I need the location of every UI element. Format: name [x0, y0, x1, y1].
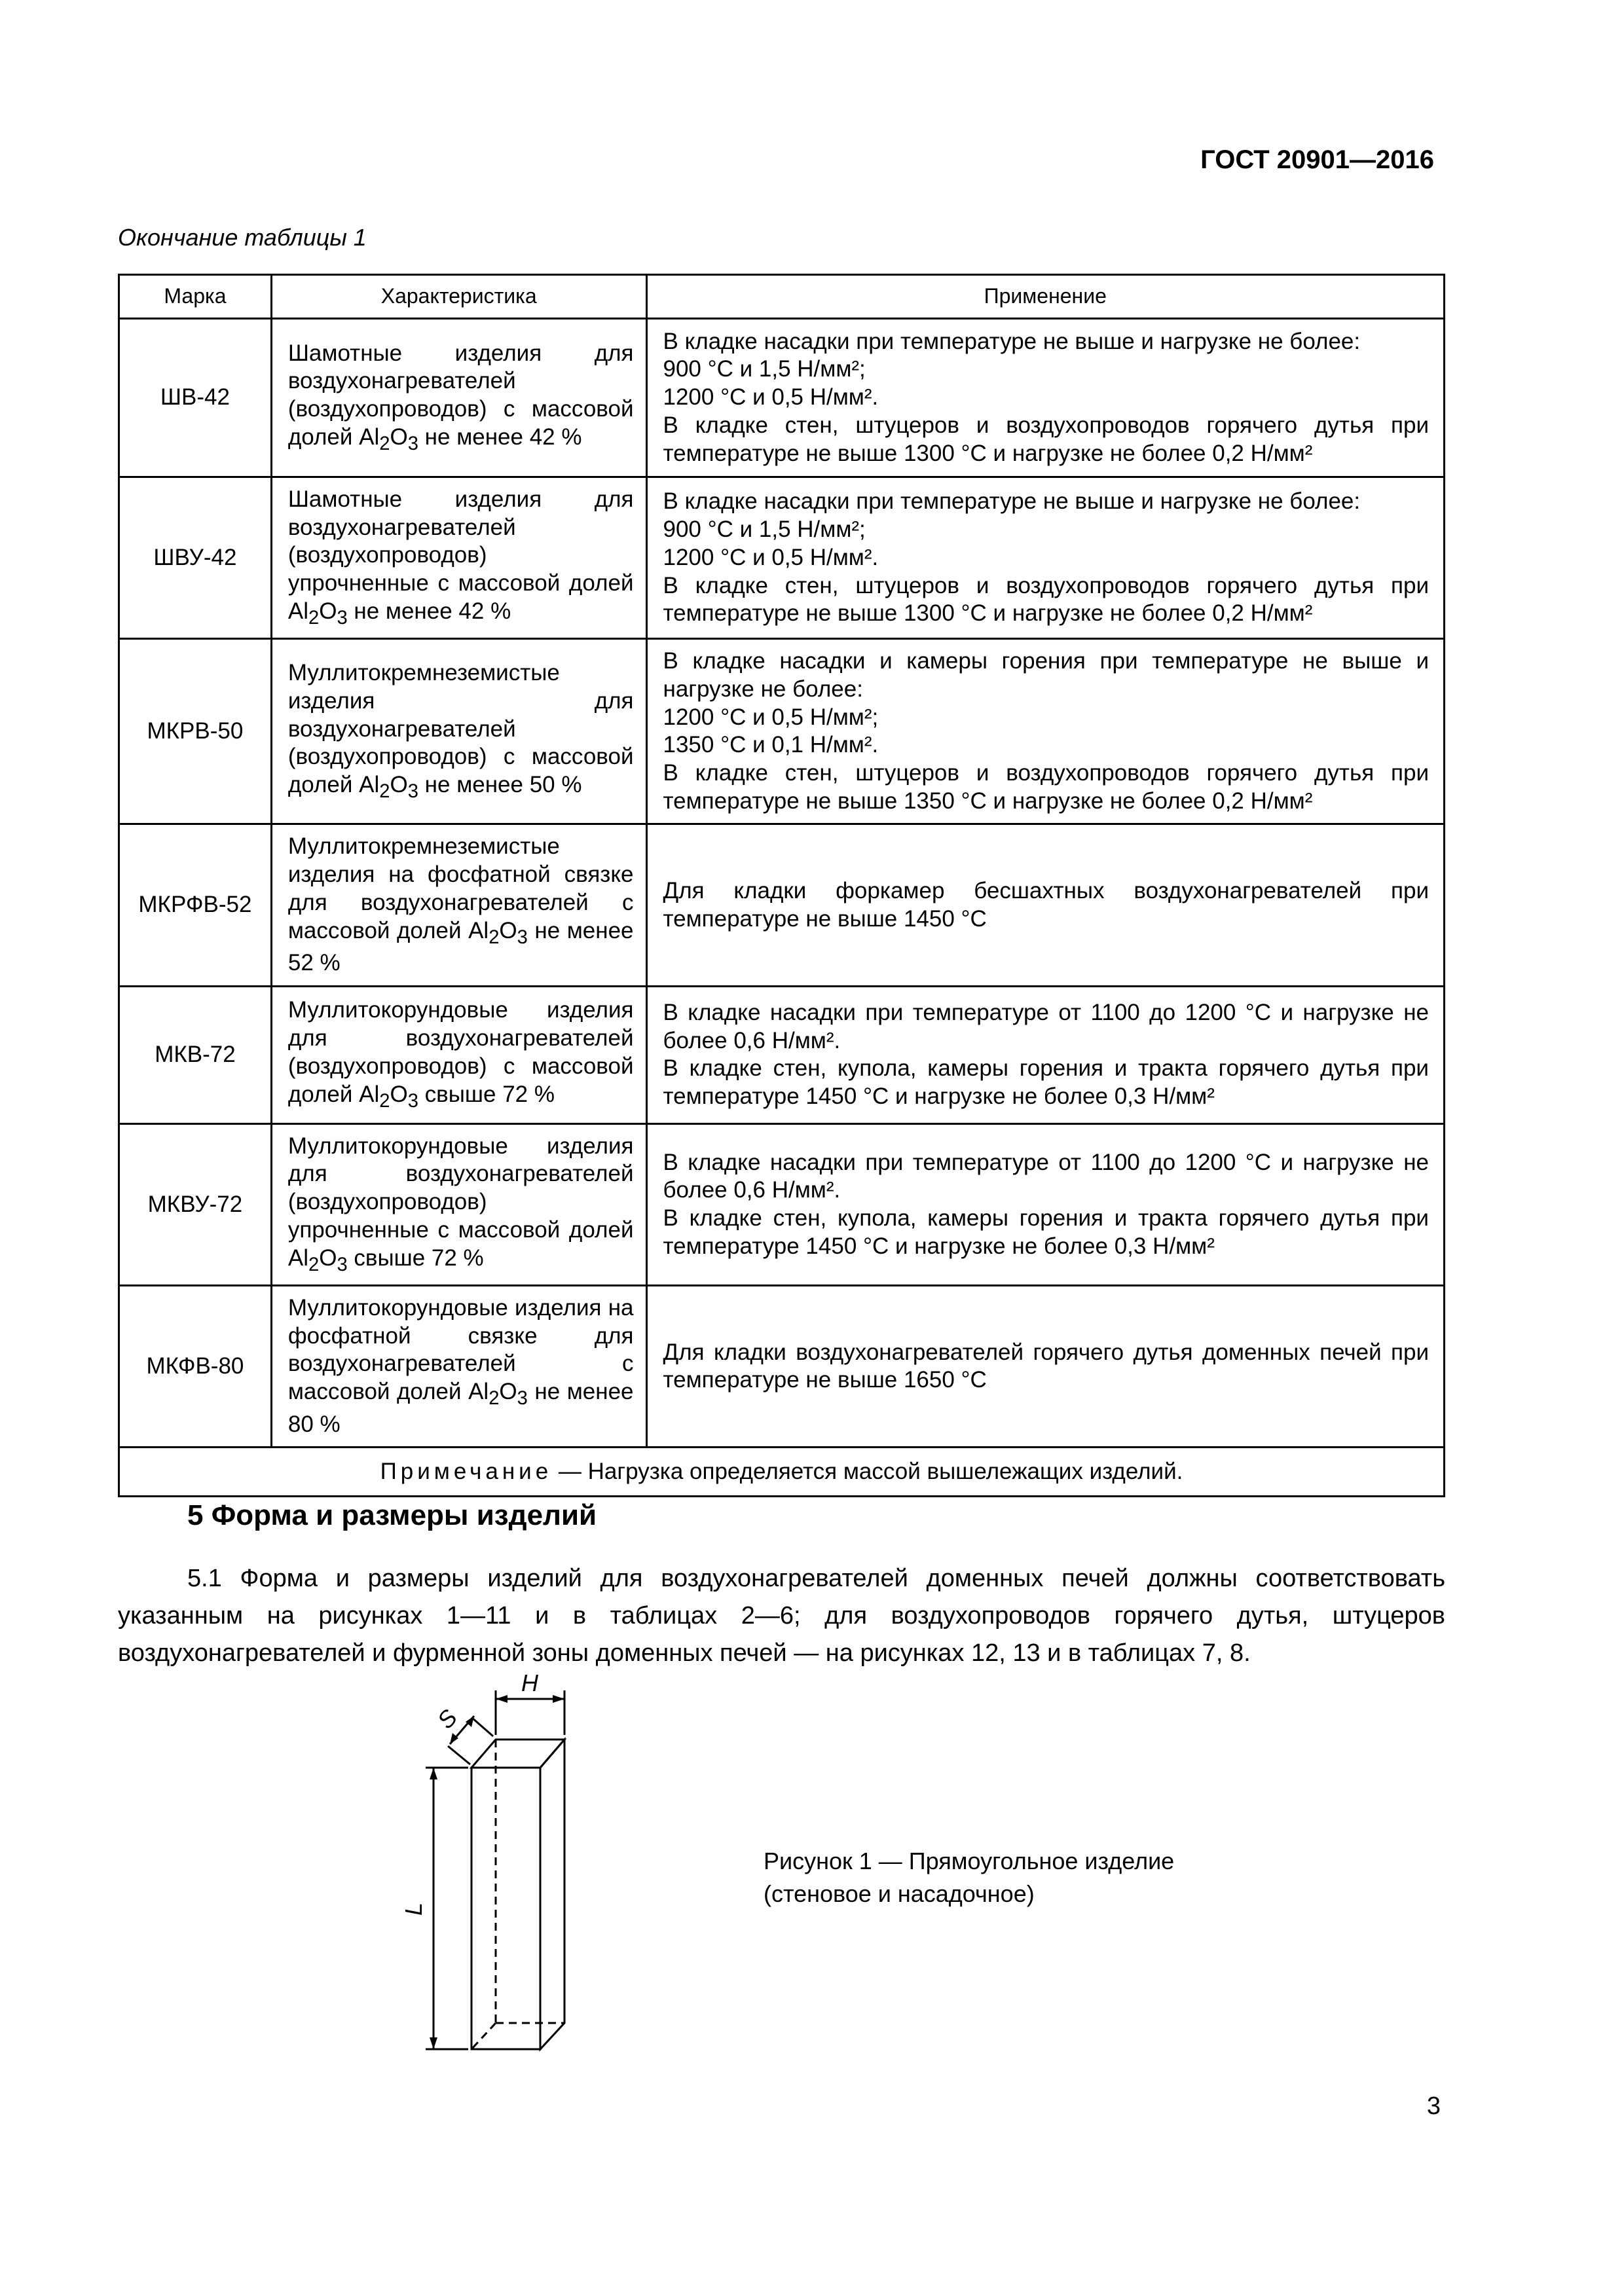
table-row: [119, 477, 1445, 639]
cell-characteristic: [271, 1123, 646, 1285]
table-row: [119, 1123, 1445, 1285]
application-line: В кладке стен, штуцеров и воздухопроводов горячего дутья при температуре не выше 1300 °С и нагрузке не более 0,2 Н/мм²: [663, 572, 1429, 627]
table-row: [119, 319, 1445, 477]
characteristic-text: Муллитокорундовые изделия для воздухонагревателей (воздухопроводов) упрочненные с массовой долей: [287, 1133, 634, 1243]
cell-characteristic: [271, 477, 646, 639]
characteristic-tail: не менее 52 %: [287, 917, 634, 976]
characteristic-text: Муллитокорундовые изделия на фосфатной связке для воздухонагревателей с массовой долей: [287, 1295, 634, 1405]
arrow-h-right: [553, 1695, 564, 1703]
cell-mark: ШВУ-42: [119, 477, 272, 639]
formula-o: O: [499, 1379, 517, 1405]
cell-mark: МКРФВ-52: [119, 824, 272, 986]
table-row: [119, 824, 1445, 986]
dimension-l-label: L: [400, 1902, 427, 1916]
formula-sub-2: 2: [379, 433, 390, 454]
formula-sub-3: 3: [517, 1388, 528, 1410]
formula-o: O: [319, 598, 337, 624]
formula-sub-2: 2: [308, 607, 320, 629]
cell-characteristic: [271, 986, 646, 1123]
application-line: В кладке насадки при температуре не выше и нагрузке не более:: [663, 488, 1361, 515]
application-line: 900 °С и 1,5 Н/мм²;: [663, 517, 866, 543]
application-line: В кладке стен, штуцеров и воздухопроводов горячего дутья при температуре не выше 1350 °С и нагрузке не более 0,2 Н/мм²: [663, 760, 1429, 814]
application-line: Для кладки форкамер бесшахтных воздухонагревателей при температуре не выше 1450 °С: [663, 877, 1429, 932]
cell-mark: МКВУ-72: [119, 1123, 272, 1285]
properties-table: [118, 274, 1445, 1497]
table-row: [119, 639, 1445, 824]
cell-application: [646, 477, 1445, 639]
cell-mark: ШВ-42: [119, 319, 272, 477]
section-paragraph: 5.1 Форма и размеры изделий для воздухонагревателей доменных печей должны соответствовать указанным на рисунках 1—11 и в таблицах 2—6; для воздухопроводов горячего дутья, штуцеров воздухонагревателей и фурменной зоны доменных печей — на рисунках 12, 13 и в таблицах 7, 8.: [118, 1565, 1445, 1667]
formula-al: Al: [468, 1379, 489, 1405]
application-line: Для кладки воздухонагревателей горячего дутья доменных печей при температуре не выше 1650 °С: [663, 1339, 1429, 1393]
characteristic-text: Муллитокремнеземистые изделия для воздухонагревателей (воздухопроводов) с массовой долей: [287, 660, 634, 797]
formula-sub-2: 2: [379, 780, 390, 802]
figure-caption-line-1: Рисунок 1 — Прямоугольное изделие: [764, 1848, 1175, 1874]
cell-application: [646, 319, 1445, 477]
table-row: [119, 986, 1445, 1123]
formula-sub-2: 2: [308, 1254, 320, 1275]
cell-characteristic: [271, 319, 646, 477]
cell-application: [646, 1286, 1445, 1448]
brick-side-face: [540, 1740, 564, 2049]
application-line: В кладке насадки при температуре от 1100 до 1200 °С и нагрузке не более 0,6 Н/мм².: [663, 999, 1429, 1053]
cell-characteristic: [271, 1286, 646, 1448]
page-number: 3: [1426, 2092, 1441, 2120]
application-line: 1350 °С и 0,1 Н/мм².: [663, 732, 879, 758]
note-label: Примечание: [380, 1459, 553, 1485]
column-header-application: Применение: [646, 275, 1445, 319]
brick-front-face: [471, 1768, 540, 2049]
column-header-mark: Марка: [119, 275, 272, 319]
characteristic-tail: свыше 72 %: [418, 1081, 555, 1107]
cell-application: [646, 824, 1445, 986]
formula-o: O: [499, 917, 517, 943]
formula-sub-3: 3: [337, 607, 348, 629]
figure-caption-line-2: (стеновое и насадочное): [764, 1880, 1035, 1908]
cell-application: [646, 1123, 1445, 1285]
application-line: В кладке насадки при температуре не выше и нагрузке не более:: [663, 328, 1361, 354]
formula-al: Al: [359, 771, 380, 797]
formula-sub-3: 3: [407, 780, 418, 802]
cell-mark: МКФВ-80: [119, 1286, 272, 1448]
table-header-row: [119, 275, 1445, 319]
characteristic-tail: не менее 42 %: [347, 598, 511, 624]
characteristic-tail: не менее 50 %: [418, 771, 582, 797]
formula-o: O: [390, 424, 408, 450]
application-line: В кладке стен, штуцеров и воздухопроводов горячего дутья при температуре не выше 1300 °С и нагрузке не более 0,2 Н/мм²: [663, 412, 1429, 466]
column-header-characteristic: Характеристика: [271, 275, 646, 319]
formula-o: O: [319, 1245, 337, 1271]
characteristic-tail: не менее 42 %: [418, 424, 582, 450]
table-row: [119, 1286, 1445, 1448]
application-line: 900 °С и 1,5 Н/мм²;: [663, 356, 866, 382]
characteristic-tail: не менее 80 %: [287, 1379, 634, 1437]
application-line: В кладке стен, купола, камеры горения и тракта горячего дутья при температуре 1450 °С и нагрузке не более 0,3 Н/мм²: [663, 1055, 1429, 1109]
characteristic-text: Шамотные изделия для воздухонагревателей (воздухопроводов) упрочненные с массовой долей: [287, 486, 634, 596]
application-line: В кладке стен, купола, камеры горения и тракта горячего дутья при температуре 1450 °С и нагрузке не более 0,3 Н/мм²: [663, 1205, 1429, 1259]
formula-sub-2: 2: [379, 1090, 390, 1112]
application-line: 1200 °С и 0,5 Н/мм²;: [663, 704, 879, 730]
application-line: В кладке насадки при температуре от 1100 до 1200 °С и нагрузке не более 0,6 Н/мм².: [663, 1149, 1429, 1203]
table-note-row: [119, 1448, 1445, 1497]
cell-characteristic: [271, 639, 646, 824]
table-note: [119, 1448, 1445, 1497]
application-line: 1200 °С и 0,5 Н/мм².: [663, 544, 879, 570]
arrow-l-top: [430, 1768, 437, 1779]
cell-application: [646, 986, 1445, 1123]
cell-characteristic: [271, 824, 646, 986]
formula-sub-3: 3: [407, 433, 418, 454]
brick-hidden-edges: [471, 1740, 564, 2049]
formula-al: Al: [359, 1081, 380, 1107]
characteristic-text: Муллитокорундовые изделия для воздухонагревателей (воздухопроводов) с массовой долей: [287, 997, 634, 1107]
dimension-s-label: S: [432, 1704, 462, 1734]
formula-sub-3: 3: [337, 1254, 348, 1275]
formula-al: Al: [468, 917, 489, 943]
formula-al: Al: [359, 424, 380, 450]
formula-al: Al: [287, 598, 308, 624]
figure-rectangular-brick: [393, 1669, 694, 2088]
standard-number: ГОСТ 20901—2016: [1200, 145, 1434, 174]
brick-top-face: [471, 1740, 564, 1768]
formula-sub-2: 2: [489, 1388, 500, 1410]
figure-caption: [764, 1845, 1174, 1911]
dimension-h-label: H: [521, 1669, 538, 1696]
cell-mark: МКВ-72: [119, 986, 272, 1123]
formula-sub-3: 3: [407, 1090, 418, 1112]
arrow-h-left: [496, 1695, 507, 1703]
application-line: 1200 °С и 0,5 Н/мм².: [663, 384, 879, 410]
characteristic-tail: свыше 72 %: [347, 1245, 484, 1271]
cell-application: [646, 639, 1445, 824]
cell-mark: МКРВ-50: [119, 639, 272, 824]
formula-o: O: [390, 1081, 408, 1107]
formula-sub-2: 2: [489, 926, 500, 948]
arrow-l-bottom: [430, 2037, 437, 2049]
table-caption: Окончание таблицы 1: [118, 224, 367, 251]
characteristic-text: Муллитокремнеземистые изделия на фосфатной связке для воздухонагревателей с массовой долей: [287, 833, 634, 943]
formula-al: Al: [287, 1245, 308, 1271]
application-line: В кладке насадки и камеры горения при температуре не выше и нагрузке не более:: [663, 648, 1429, 702]
note-text: — Нагрузка определяется массой вышележащих изделий.: [552, 1459, 1183, 1485]
formula-o: O: [390, 771, 408, 797]
section-title: 5 Форма и размеры изделий: [187, 1499, 597, 1531]
formula-sub-3: 3: [517, 926, 528, 948]
characteristic-text: Шамотные изделия для воздухонагревателей (воздухопроводов) с массовой долей: [287, 340, 634, 450]
dimension-l-line: [426, 1768, 468, 2049]
